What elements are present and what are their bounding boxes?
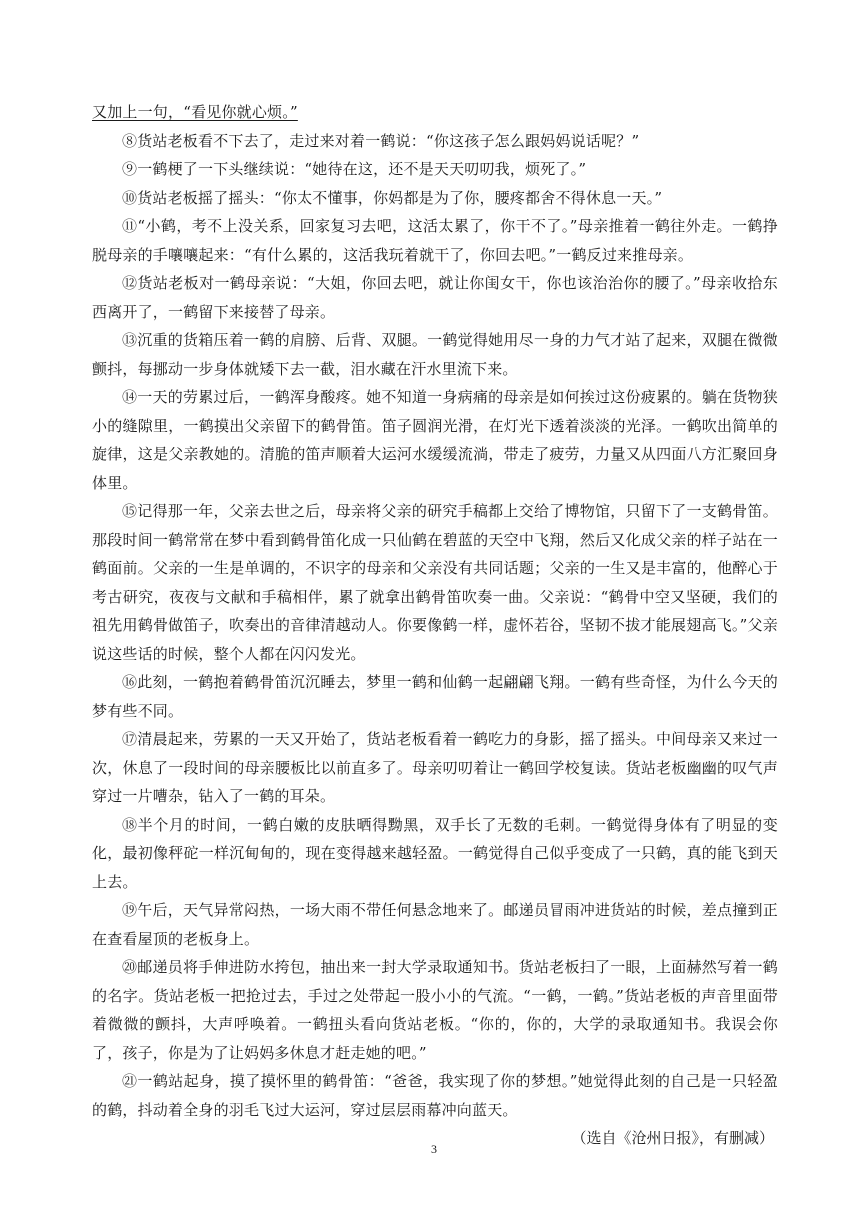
paragraph-16: ⑯此刻，一鹤抱着鹤骨笛沉沉睡去，梦里一鹤和仙鹤一起翩翩飞翔。一鹤有些奇怪，为什么今天的梦有些不同。: [92, 673, 778, 720]
paragraph-continuation: 又加上一句，“看见你就心烦。”: [92, 103, 298, 121]
paragraph-8: ⑧货站老板看不下去了，走过来对着一鹤说：“你这孩子怎么跟妈妈说话呢？”: [122, 131, 640, 150]
paragraph-21: ㉑一鹤站起身，摸了摸怀里的鹤骨笛：“爸爸，我实现了你的梦想。”她觉得此刻的自己是一只轻盈的鹤，抖动着全身的羽毛飞过大运河，穿过层层雨幕冲向蓝天。: [92, 1072, 778, 1119]
paragraph-14: ⑭一天的劳累过后，一鹤浑身酸疼。她不知道一身病痛的母亲是如何挨过这份疲累的。躺在货物狭小的缝隙里，一鹤摸出父亲留下的鹤骨笛。笛子圆润光滑，在灯光下透着淡淡的光泽。一鹤吹出简单的旋律，这是父亲教她的。清脆的笛声顺着大运河水缓缓流淌，带走了疲劳，力量又从四面八方汇聚回身体里。: [92, 388, 778, 492]
article-body: [92, 98, 778, 1153]
paragraph-18: ⑱半个月的时间，一鹤白嫩的皮肤晒得黝黑，双手长了无数的毛刺。一鹤觉得身体有了明显的变化，最初像秤砣一样沉甸甸的，现在变得越来越轻盈。一鹤觉得自己似乎变成了一只鹤，真的能飞到天上去。: [92, 815, 778, 891]
source-citation: （选自《沧州日报》，有删减）: [571, 1129, 774, 1147]
paragraph-9: ⑨一鹤梗了一下头继续说：“她待在这，还不是天天叨叨我，烦死了。”: [122, 160, 587, 178]
paragraph-11: ⑪“小鹤，考不上没关系，回家复习去吧，这活太累了，你干不了。”母亲推着一鹤往外走。一鹤挣脱母亲的手嚷嚷起来：“有什么累的，这活我玩着就干了，你回去吧。”一鹤反过来推母亲。: [92, 217, 778, 264]
paragraph-12: ⑫货站老板对一鹤母亲说：“大姐，你回去吧，就让你闺女干，你也该治治你的腰了。”母亲收拾东西离开了，一鹤留下来接替了母亲。: [92, 274, 778, 321]
paragraph-10: ⑩货站老板摇了摇头：“你太不懂事，你妈都是为了你，腰疼都舍不得休息一天。”: [122, 188, 663, 207]
paragraph-13: ⑬沉重的货箱压着一鹤的肩膀、后背、双腿。一鹤觉得她用尽一身的力气才站了起来，双腿在微微颤抖，每挪动一步身体就矮下去一截，泪水藏在汗水里流下来。: [92, 331, 778, 378]
paragraph-20: ⑳邮递员将手伸进防水挎包，抽出来一封大学录取通知书。货站老板扫了一眼，上面赫然写着一鹤的名字。货站老板一把抢过去，手过之处带起一股小小的气流。“一鹤，一鹤。”货站老板的声音里面带着微微的颤抖，大声呼唤着。一鹤扭头看向货站老板。“你的，你的，大学的录取通知书。我误会你了，孩子，你是为了让妈妈多休息才赶走她的吧。”: [92, 958, 778, 1062]
paragraph-19: ⑲午后，天气异常闷热，一场大雨不带任何悬念地来了。邮递员冒雨冲进货站的时候，差点撞到正在查看屋顶的老板身上。: [92, 901, 778, 948]
page-number: 3: [431, 1142, 437, 1156]
paragraph-17: ⑰清晨起来，劳累的一天又开始了，货站老板看着一鹤吃力的身影，摇了摇头。中间母亲又来过一次，休息了一段时间的母亲腰板比以前直多了。母亲叨叨着让一鹤回学校复读。货站老板幽幽的叹气声穿过一片嘈杂，钻入了一鹤的耳朵。: [92, 730, 778, 805]
paragraph-15: ⑮记得那一年，父亲去世之后，母亲将父亲的研究手稿都上交给了博物馆，只留下了一支鹤骨笛。那段时间一鹤常常在梦中看到鹤骨笛化成一只仙鹤在碧蓝的天空中飞翔，然后又化成父亲的样子站在一鹤面前。父亲的一生是单调的，不识字的母亲和父亲没有共同话题；父亲的一生又是丰富的，他醉心于考古研究，夜夜与文献和手稿相伴，累了就拿出鹤骨笛吹奏一曲。父亲说：“鹤骨中空又坚硬，我们的祖先用鹤骨做笛子，吹奏出的音律清越动人。你要像鹤一样，虚怀若谷，坚韧不拔才能展翅高飞。”父亲说这些话的时候，整个人都在闪闪发光。: [92, 502, 778, 663]
